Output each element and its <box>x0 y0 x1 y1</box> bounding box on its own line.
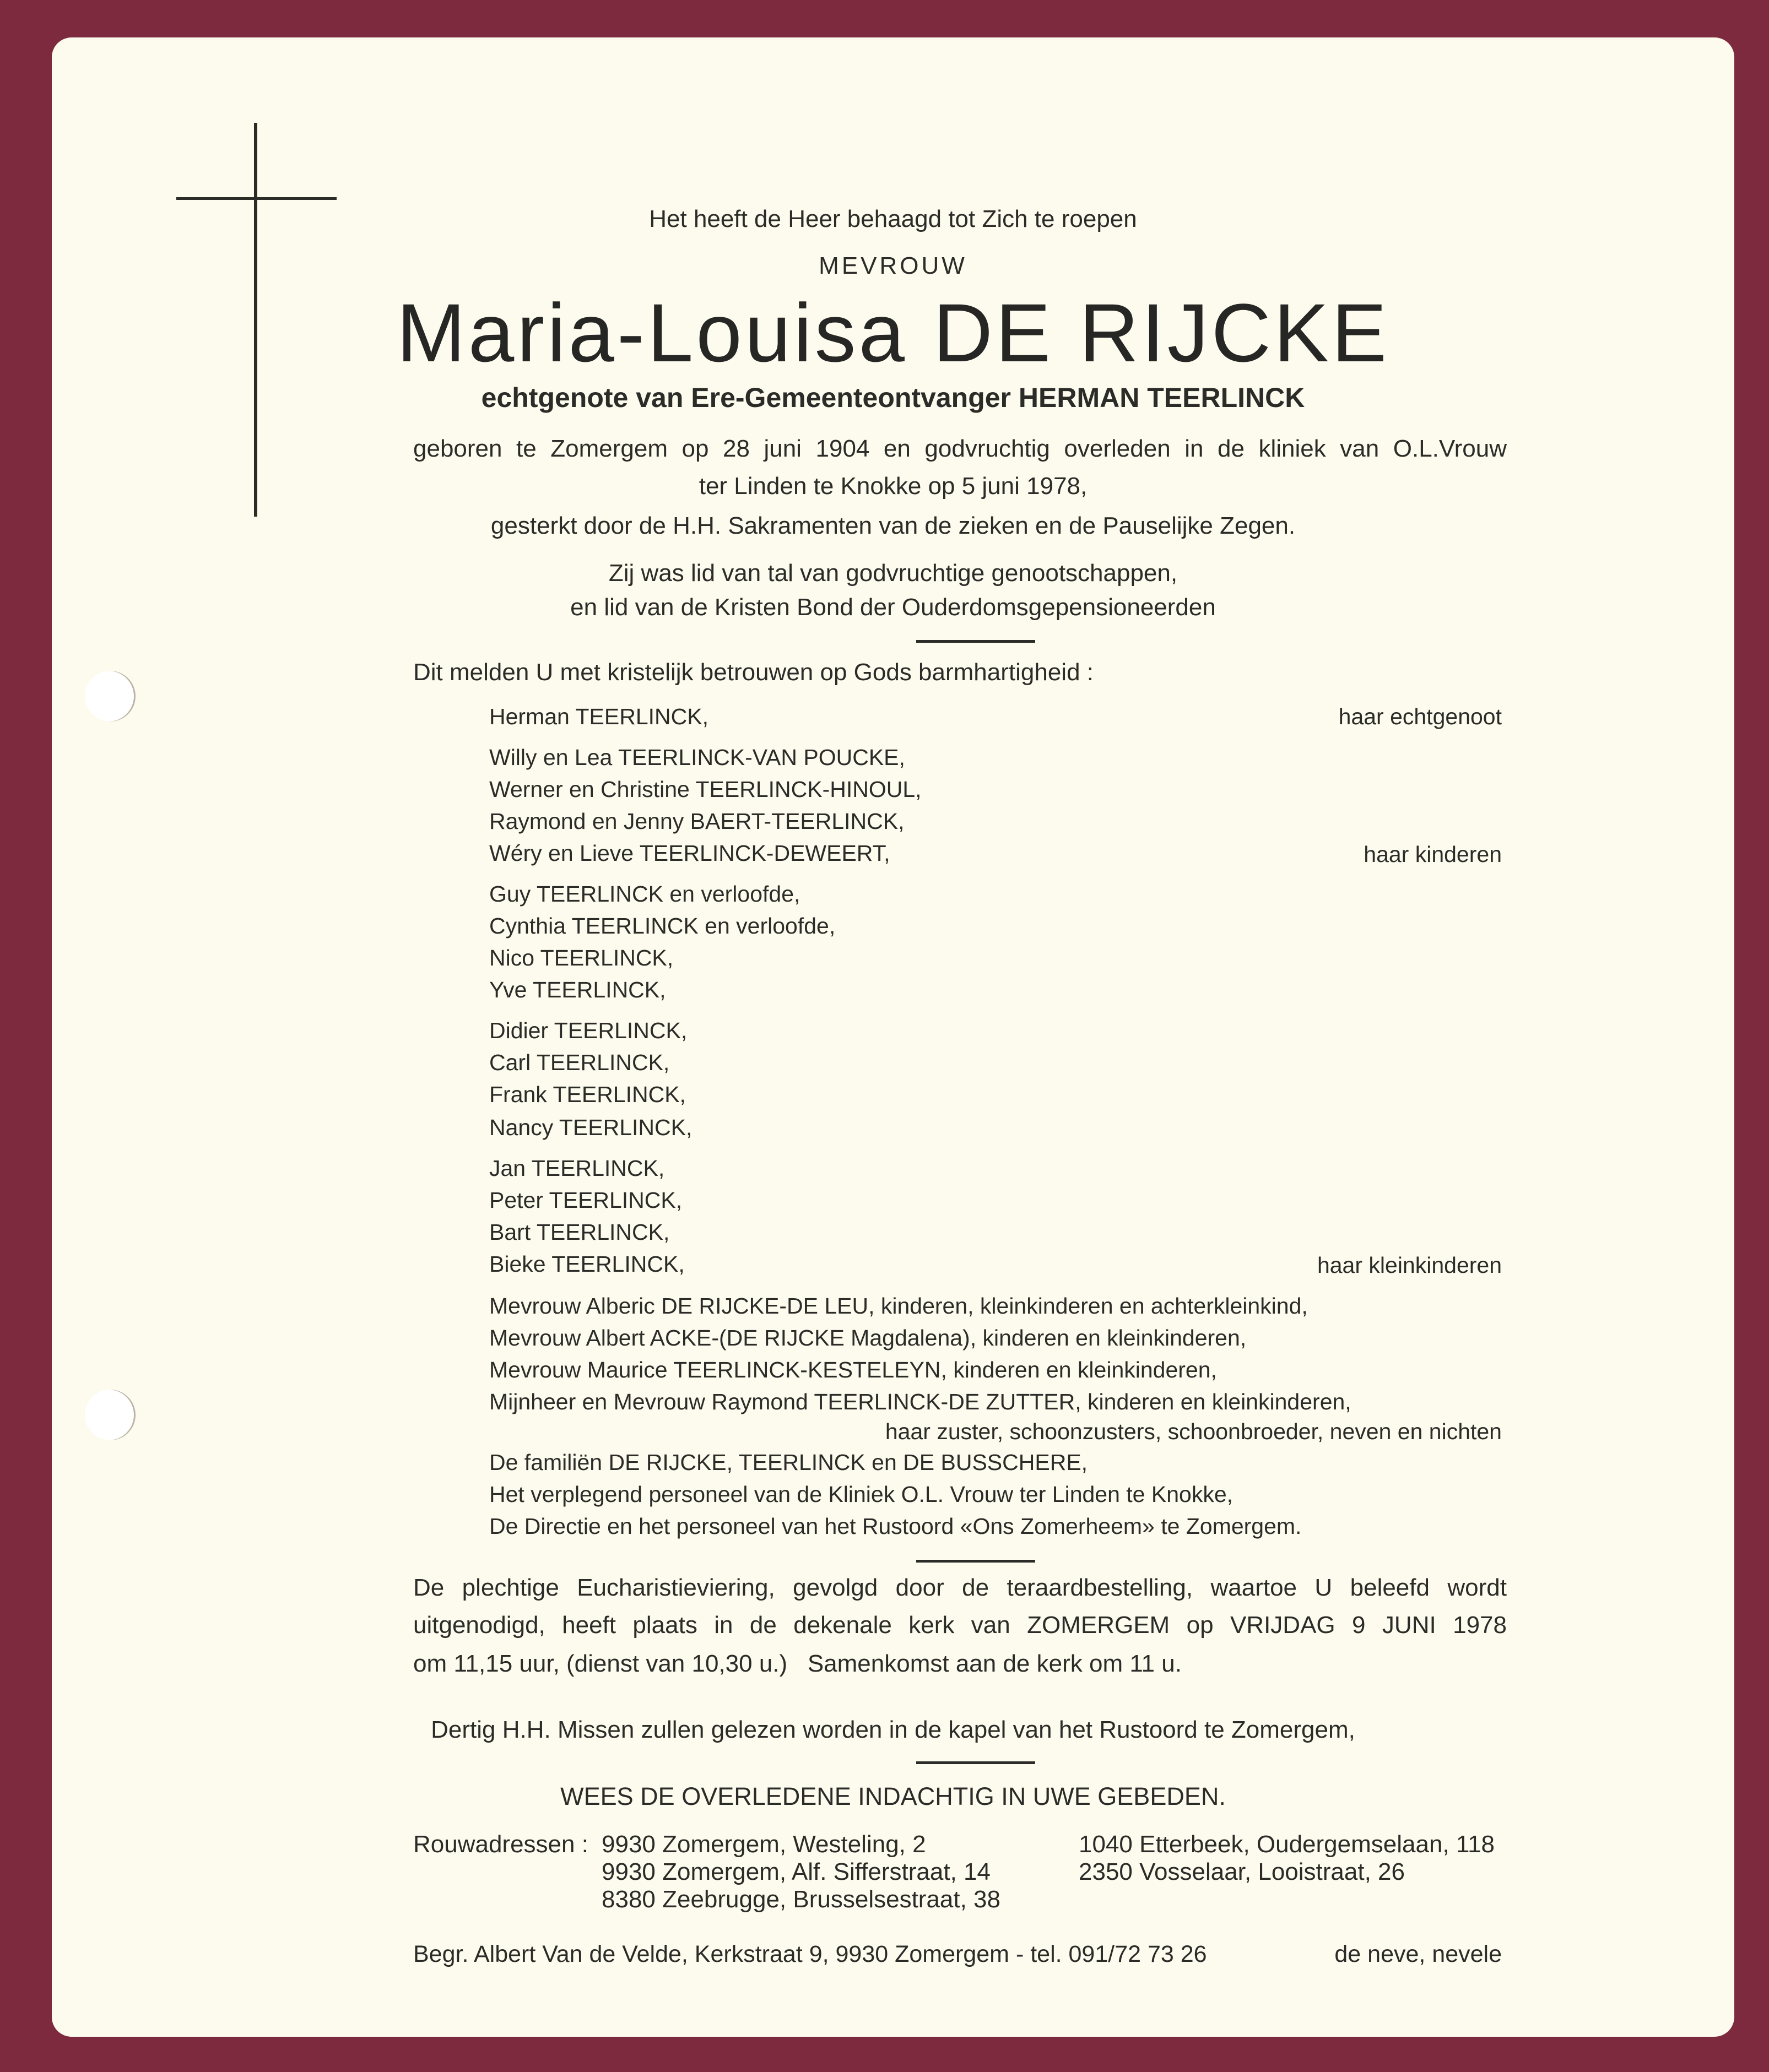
details-line-1: geboren te Zomergem op 28 juni 1904 en godvruchtig overleden in de kliniek van O.L.Vrouw <box>413 435 1507 462</box>
list-item: De Directie en het personeel van het Rustoord «Ons Zomerheem» te Zomergem. <box>489 1514 1302 1539</box>
punch-hole <box>85 1390 136 1440</box>
list-item: Yve TEERLINCK, <box>489 977 666 1002</box>
list-item: Nancy TEERLINCK, <box>489 1115 693 1140</box>
prayer-text: WEES DE OVERLEDENE INDACHTIG IN UWE GEBEDEN. <box>560 1782 1226 1810</box>
list-item: Guy TEERLINCK en verloofde, <box>489 881 800 907</box>
spouse-role: haar echtgenoot <box>1338 704 1502 729</box>
list-item: Mevrouw Maurice TEERLINCK-KESTELEYN, kinderen en kleinkinderen, <box>489 1357 1217 1382</box>
address-right-2: 2350 Vosselaar, Looistraat, 26 <box>1079 1858 1405 1885</box>
list-item: Mevrouw Alberic DE RIJCKE-DE LEU, kinderen, kleinkinderen en achterkleinkind, <box>489 1293 1308 1319</box>
relatives-role: haar zuster, schoonzusters, schoonbroeder, neven en nichten <box>885 1419 1502 1444</box>
printer-line: de neve, nevele <box>1334 1941 1502 1967</box>
list-item: Didier TEERLINCK, <box>489 1018 688 1043</box>
list-item: Willy en Lea TEERLINCK-VAN POUCKE, <box>489 745 905 770</box>
list-item: Carl TEERLINCK, <box>489 1050 670 1075</box>
list-item: Werner en Christine TEERLINCK-HINOUL, <box>489 777 922 802</box>
list-item: Mevrouw Albert ACKE-(DE RIJCKE Magdalena), kinderen en kleinkinderen, <box>489 1325 1247 1350</box>
punch-hole <box>85 671 136 722</box>
undertaker-line: Begr. Albert Van de Velde, Kerkstraat 9, 9930 Zomergem - tel. 091/72 73 26 <box>413 1941 1207 1967</box>
ceremony-line-2: uitgenodigd, heeft plaats in de dekenale kerk van ZOMERGEM op VRIJDAG 9 JUNI 1978 <box>413 1612 1507 1639</box>
list-item: Het verplegend personeel van de Kliniek O.L. Vrouw ter Linden te Knokke, <box>489 1482 1234 1507</box>
details-line-3: gesterkt door de H.H. Sakramenten van de zieken en de Pauselijke Zegen. <box>490 512 1296 539</box>
address-left-1: 9930 Zomergem, Westeling, 2 <box>602 1831 926 1858</box>
list-item: Bart TEERLINCK, <box>489 1219 670 1245</box>
title-prefix: MEVROUW <box>819 252 967 279</box>
spouse-line: echtgenote van Ere-Gemeenteontvanger HERMAN TEERLINCK <box>481 382 1305 413</box>
address-left-2: 9930 Zomergem, Alf. Sifferstraat, 14 <box>602 1858 991 1885</box>
list-item: Wéry en Lieve TEERLINCK-DEWEERT, <box>489 840 890 866</box>
addresses-label: Rouwadressen : <box>413 1831 588 1858</box>
spouse-name: Herman TEERLINCK, <box>489 704 708 729</box>
address-right-1: 1040 Etterbeek, Oudergemselaan, 118 <box>1079 1831 1495 1858</box>
list-item: Cynthia TEERLINCK en verloofde, <box>489 913 836 939</box>
separator <box>916 640 1035 643</box>
separator <box>916 1761 1035 1764</box>
cross-icon-bar <box>176 197 337 200</box>
list-item: Mijnheer en Mevrouw Raymond TEERLINCK-DE ZUTTER, kinderen en kleinkinderen, <box>489 1389 1351 1414</box>
ceremony-line-1: De plechtige Eucharistieviering, gevolgd door de teraardbestelling, waartoe U beleefd wordt <box>413 1574 1507 1601</box>
intro-text: Het heeft de Heer behaagd tot Zich te roepen <box>649 205 1137 232</box>
ceremony-line-3: om 11,15 uur, (dienst van 10,30 u.) Samenkomst aan de kerk om 11 u. <box>413 1650 1182 1677</box>
list-item: Peter TEERLINCK, <box>489 1187 683 1213</box>
list-item: De familiën DE RIJCKE, TEERLINCK en DE BUSSCHERE, <box>489 1450 1088 1475</box>
list-item: Nico TEERLINCK, <box>489 945 674 970</box>
announcement: Dit melden U met kristelijk betrouwen op Gods barmhartigheid : <box>413 659 1094 686</box>
grandchildren-role: haar kleinkinderen <box>1317 1252 1502 1278</box>
list-item: Bieke TEERLINCK, <box>489 1251 685 1277</box>
membership-line-2: en lid van de Kristen Bond der Ouderdomsgepensioneerden <box>570 594 1216 621</box>
address-left-3: 8380 Zeebrugge, Brusselsestraat, 38 <box>602 1886 1001 1913</box>
list-item: Jan TEERLINCK, <box>489 1156 665 1181</box>
memorial-card <box>52 37 1734 2037</box>
membership-line-1: Zij was lid van tal van godvruchtige genootschappen, <box>608 560 1178 587</box>
details-line-2: ter Linden te Knokke op 5 juni 1978, <box>699 473 1088 500</box>
masses-text: Dertig H.H. Missen zullen gelezen worden in de kapel van het Rustoord te Zomergem, <box>431 1716 1355 1743</box>
separator <box>916 1560 1035 1563</box>
children-role: haar kinderen <box>1364 842 1502 867</box>
deceased-name: Maria-Louisa DE RIJCKE <box>396 286 1390 379</box>
list-item: Frank TEERLINCK, <box>489 1082 686 1107</box>
list-item: Raymond en Jenny BAERT-TEERLINCK, <box>489 809 905 834</box>
